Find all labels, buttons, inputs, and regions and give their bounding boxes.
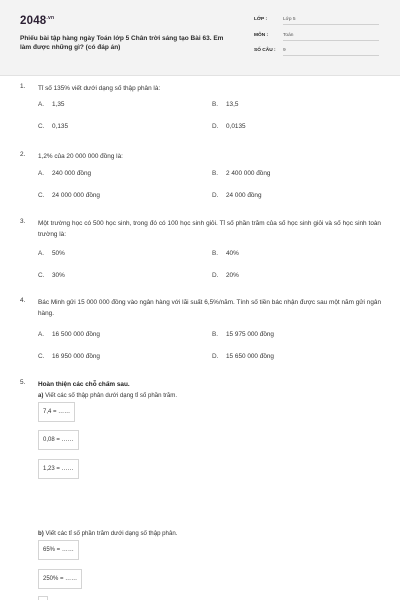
site-logo[interactable]: $2048^{.vn}$	[20, 15, 55, 27]
answer-box[interactable]: 0,08 = ……	[38, 430, 79, 450]
answer-box-cut-off[interactable]	[38, 596, 48, 600]
answer-box[interactable]: 7,4 = ……	[38, 402, 75, 422]
question-text: Bác Minh gửi 15 000 000 đồng vào ngân hàng với lãi suất 6,5%/năm. Tính số tiền bác nhận được sau một năm gửi ngân hàng.	[38, 299, 381, 317]
answer-box[interactable]: 65% = ……	[38, 540, 79, 560]
question-text: Tỉ số 135% viết dưới dạng số thập phân là:	[38, 85, 161, 92]
worksheet-header: $2048^{.vn}$ Phiếu bài tập hàng ngày Toán lớp 5 Chân trời sáng tạo Bài 63. Em làm được những gì? (có đáp án) LỚP : Lớp 5 MÔN : Toán SỐ CÂU : 9	[0, 0, 400, 76]
answer-box[interactable]: 1,23 = ……	[38, 459, 79, 479]
answer-box[interactable]: 250% = ……	[38, 569, 82, 589]
question-text: 1,2% của 20 000 000 đồng là:	[38, 153, 123, 160]
question-number: 4.	[20, 297, 26, 304]
document-title: Phiếu bài tập hàng ngày Toán lớp 5 Chân trời sáng tạo Bài 63. Em làm được những gì? (có đáp án)	[20, 35, 224, 52]
question-number: 3.	[20, 218, 26, 225]
question-text: Một trường học có 500 học sinh, trong đó có 100 học sinh giỏi. Tỉ số phần trăm của số học sinh giỏi và số học sinh toàn trường là:	[38, 220, 381, 238]
question-number: 2.	[20, 151, 26, 158]
question-text: Hoàn thiện các chỗ chấm sau.	[38, 381, 130, 388]
question-number: 5.	[20, 379, 26, 386]
part-b-instruction: b) Viết các tỉ số phần trăm dưới dạng số thập phân.	[38, 530, 178, 537]
question-number: 1.	[20, 83, 26, 90]
part-a-instruction: a) Viết các số thập phân dưới dạng tỉ số phần trăm.	[38, 392, 178, 399]
